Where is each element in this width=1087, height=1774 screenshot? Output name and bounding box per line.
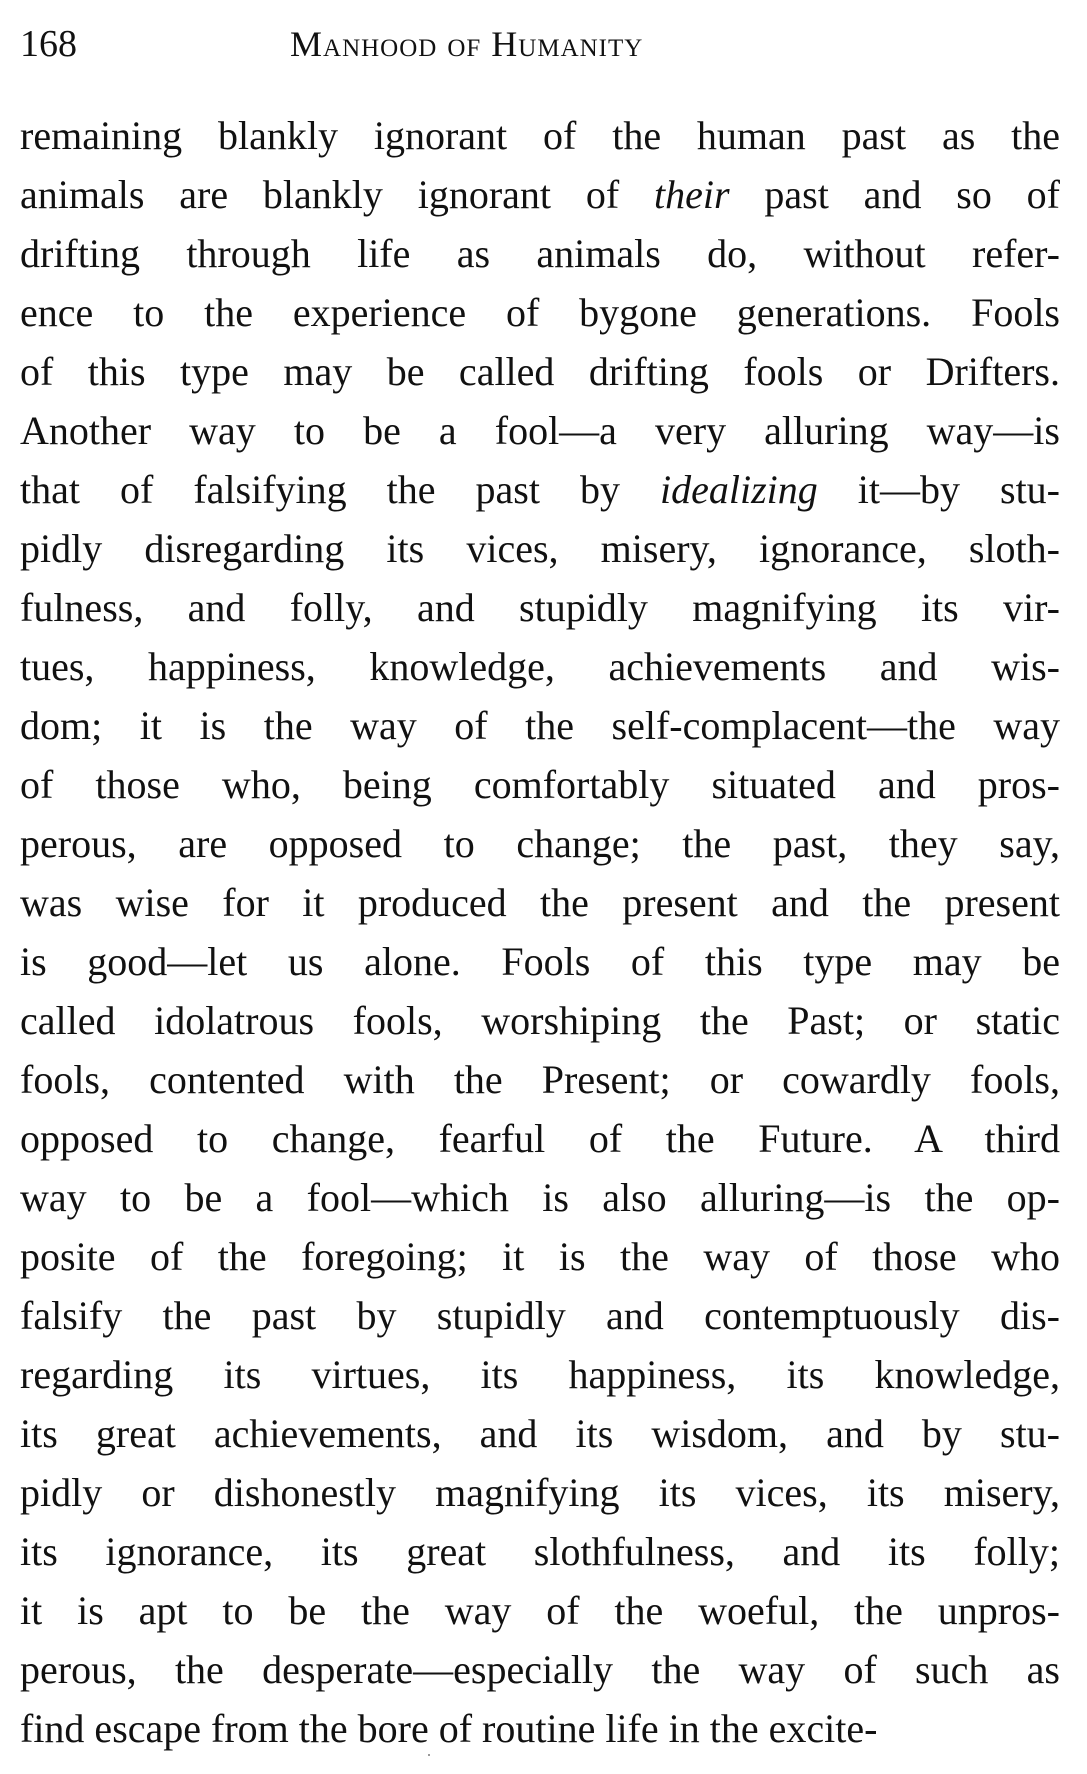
text-line: dom; it is the way of the self-complacent—the way xyxy=(20,703,1060,748)
text-line: perous, are opposed to change; the past, they say, xyxy=(20,821,1060,866)
text-line: posite of the foregoing; it is the way of those who xyxy=(20,1234,1060,1279)
text-line: called idolatrous fools, worshiping the Past; or static xyxy=(20,998,1060,1043)
text-line: pidly or dishonestly magnifying its vices, its misery, xyxy=(20,1470,1060,1515)
text-line: pidly disregarding its vices, misery, ignorance, sloth- xyxy=(20,526,1060,571)
text-line: its ignorance, its great slothfulness, and its folly; xyxy=(20,1529,1060,1574)
text-line: of those who, being comfortably situated and pros- xyxy=(20,762,1060,807)
text-line: regarding its virtues, its happiness, its knowledge, xyxy=(20,1352,1060,1397)
page-header xyxy=(20,14,1060,74)
text-line: was wise for it produced the present and the present xyxy=(20,880,1060,925)
text-line: remaining blankly ignorant of the human past as the xyxy=(20,113,1060,158)
text-line: is good—let us alone. Fools of this type may be xyxy=(20,939,1060,984)
text-line: way to be a fool—which is also alluring—is the op- xyxy=(20,1175,1060,1220)
print-speck xyxy=(428,1754,430,1756)
text-line: drifting through life as animals do, without refer- xyxy=(20,231,1060,276)
page-number: 168 xyxy=(20,23,77,65)
text-line: that of falsifying the past by idealizing it—by stu- xyxy=(20,467,1060,512)
text-line: falsify the past by stupidly and contemptuously dis- xyxy=(20,1293,1060,1338)
italic-emphasis: their xyxy=(654,172,730,217)
text-line: ence to the experience of bygone generations. Fools xyxy=(20,290,1060,335)
text-line: its great achievements, and its wisdom, and by stu- xyxy=(20,1411,1060,1456)
text-line: perous, the desperate—especially the way of such as xyxy=(20,1647,1060,1692)
text-line: opposed to change, fearful of the Future. A third xyxy=(20,1116,1060,1161)
italic-emphasis: idealizing xyxy=(659,467,818,512)
body-text xyxy=(20,106,1060,1758)
text-line: animals are blankly ignorant of their past and so of xyxy=(20,172,1060,217)
text-line: fulness, and folly, and stupidly magnifying its vir- xyxy=(20,585,1060,630)
text-line: of this type may be called drifting fools or Drifters. xyxy=(20,349,1060,394)
text-line: tues, happiness, knowledge, achievements and wis- xyxy=(20,644,1060,689)
text-line: find escape from the bore of routine life in the excite- xyxy=(20,1706,878,1751)
text-line: fools, contented with the Present; or cowardly fools, xyxy=(20,1057,1060,1102)
running-head: Manhood of Humanity xyxy=(290,24,644,64)
text-line: it is apt to be the way of the woeful, the unpros- xyxy=(20,1588,1060,1633)
text-line: Another way to be a fool—a very alluring way—is xyxy=(20,408,1060,453)
